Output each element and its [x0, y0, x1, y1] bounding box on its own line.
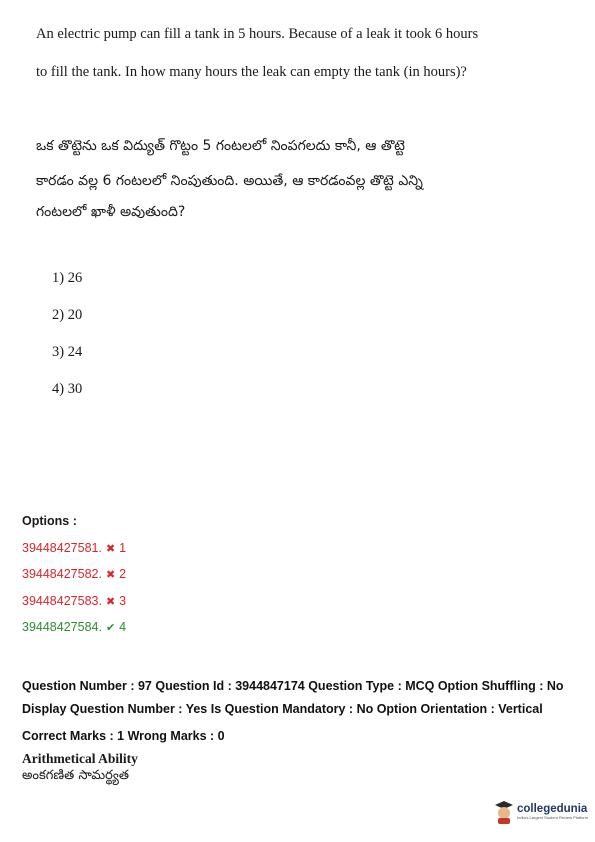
option-row [22, 541, 126, 555]
question-meta-line-3: Correct Marks : 1 Wrong Marks : 0 [22, 729, 225, 743]
choice-1: 1) 26 [52, 270, 83, 286]
section-title-telugu: అంకగణిత సామర్థ్యత [22, 768, 130, 783]
option-id: 39448427583. [22, 594, 102, 608]
question-meta-line-1: Question Number : 97 Question Id : 3944847174 Question Type : MCQ Option Shuffling : No [22, 679, 564, 693]
option-id: 39448427584. [22, 620, 102, 634]
option-row [22, 567, 126, 581]
option-value: 2 [119, 567, 127, 581]
option-id: 39448427582. [22, 567, 102, 581]
question-english-line-1: An electric pump can fill a tank in 5 hours. Because of a leak it took 6 hours [36, 26, 479, 42]
options-heading: Options : [22, 514, 77, 528]
option-value: 4 [119, 620, 127, 634]
wrong-icon: ✖ [105, 596, 116, 608]
collegedunia-logo [494, 800, 588, 824]
option-id: 39448427581. [22, 541, 102, 555]
correct-icon: ✔ [105, 622, 116, 634]
wrong-icon: ✖ [105, 543, 116, 555]
question-telugu-line-1: ఒక తొట్టెను ఒక విద్యుత్ గొట్టం 5 గంటలలో నింపగలదు కానీ, ఆ తొట్టె [36, 138, 405, 154]
wrong-icon: ✖ [105, 569, 116, 581]
choice-2: 2) 20 [52, 307, 83, 323]
graduate-icon [494, 800, 514, 824]
question-telugu-line-2: కారడం వల్ల 6 గంటలలో నింపుతుంది. అయితే, ఆ కారడంవల్ల తొట్టె ఎన్ని [36, 173, 423, 189]
question-english-line-2: to fill the tank. In how many hours the leak can empty the tank (in hours)? [36, 64, 467, 80]
section-title-english: Arithmetical Ability [22, 751, 138, 766]
option-row [22, 594, 126, 608]
question-telugu-line-3: గంటలలో ఖాళీ అవుతుంది? [36, 204, 186, 220]
option-row [22, 620, 126, 634]
logo-tagline: India's Largest Student Review Platform [517, 815, 589, 820]
question-meta-line-2: Display Question Number : Yes Is Question Mandatory : No Option Orientation : Vertical [22, 702, 543, 716]
logo-name: collegedunia [517, 803, 588, 815]
option-value: 1 [119, 541, 127, 555]
choice-3: 3) 24 [52, 344, 83, 360]
choice-4: 4) 30 [52, 381, 83, 397]
option-value: 3 [119, 594, 127, 608]
